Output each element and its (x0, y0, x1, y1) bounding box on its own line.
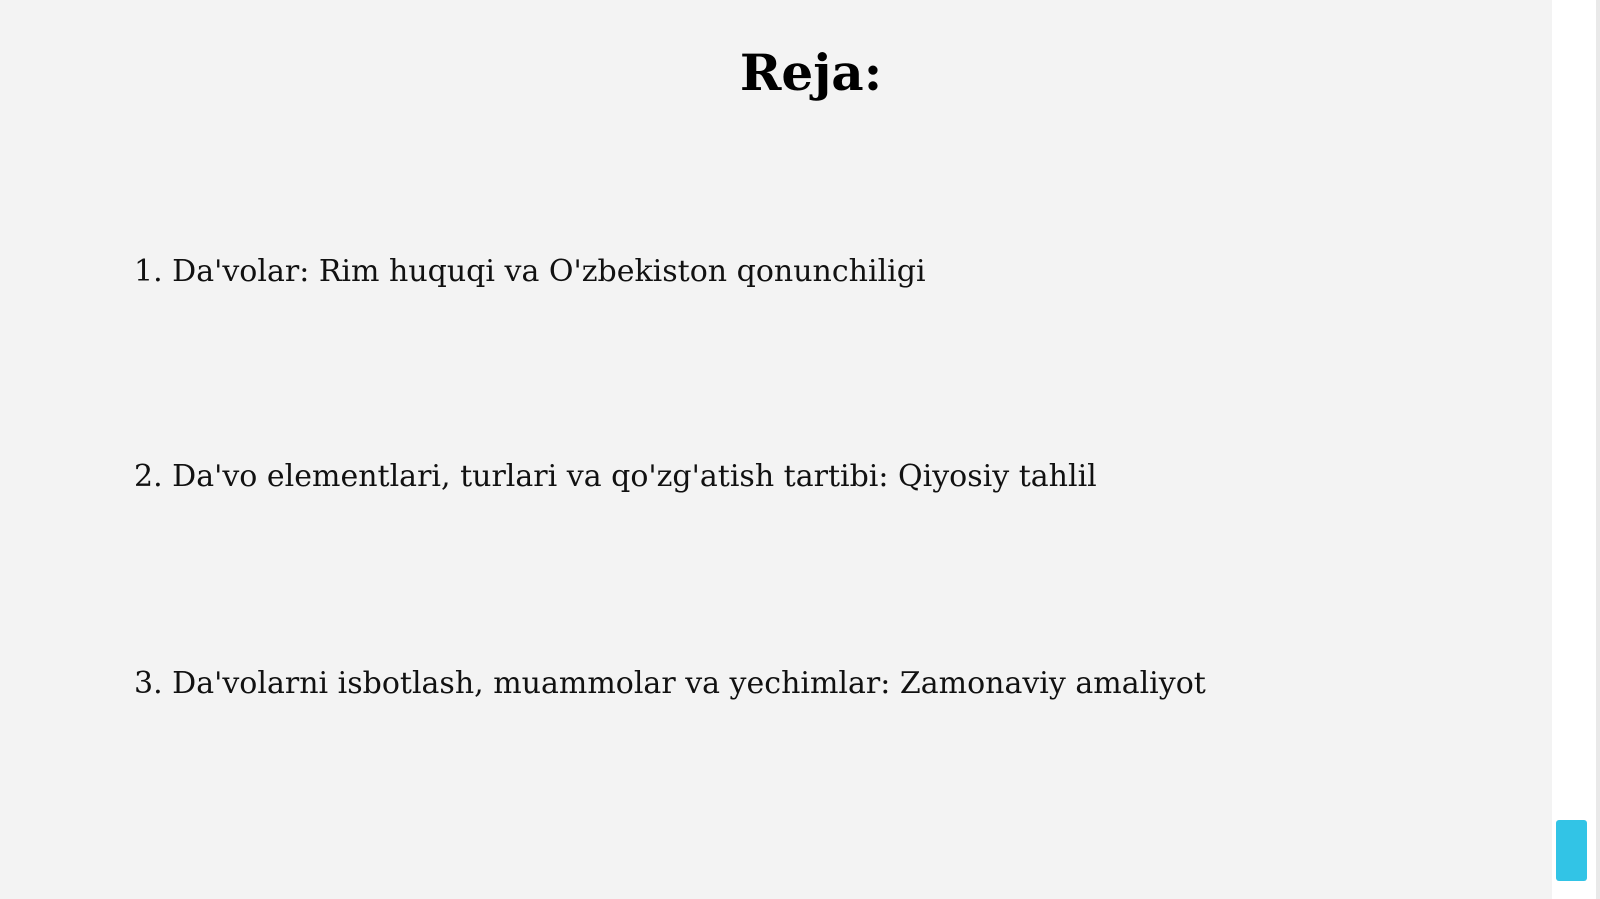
plan-item-2 (134, 457, 1097, 497)
plan-item-3 (134, 664, 1206, 704)
plan-item-text: Da'vo elementlari, turlari va qo'zg'atish tartibi: Qiyosiy tahlil (172, 459, 1097, 494)
scrollbar[interactable] (1596, 0, 1600, 899)
plan-item-1 (134, 252, 926, 292)
floating-action-tab[interactable] (1556, 820, 1587, 881)
plan-item-number: 2. (134, 459, 163, 494)
right-margin-strip (1552, 0, 1600, 899)
plan-item-text: Da'volarni isbotlash, muammolar va yechimlar: Zamonaviy amaliyot (172, 666, 1206, 701)
plan-item-number: 1. (134, 254, 163, 289)
plan-item-text: Da'volar: Rim huquqi va O'zbekiston qonunchiligi (172, 254, 926, 289)
plan-item-number: 3. (134, 666, 163, 701)
slide-title: Reja: (739, 43, 883, 102)
